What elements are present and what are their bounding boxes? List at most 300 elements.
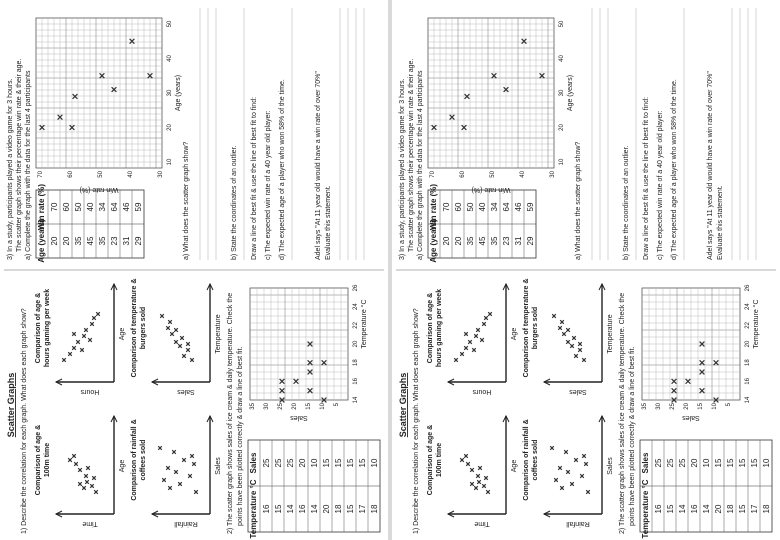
y-tick-label: 60 xyxy=(68,171,74,178)
y-tick-label: 70 xyxy=(38,171,44,178)
plotted-cross xyxy=(460,458,464,462)
y-tick-label: 30 xyxy=(656,403,662,410)
table-cell: 20 xyxy=(454,236,463,246)
graph-title: hours gaming per week xyxy=(44,288,51,368)
plotted-cross xyxy=(550,446,554,450)
table-cell: 15 xyxy=(738,504,747,514)
table-cell: 70 xyxy=(442,202,451,212)
table-header: Sales xyxy=(249,452,258,474)
worksheet-copy-right xyxy=(392,0,780,540)
plotted-cross xyxy=(92,476,96,480)
plotted-cross xyxy=(182,458,186,462)
x-tick-label: 20 xyxy=(559,124,565,131)
y-axis-label: Rainfall xyxy=(566,520,590,527)
q1-scatter-graph xyxy=(523,416,614,527)
x-tick-label: 20 xyxy=(167,124,173,131)
table-cell: 15 xyxy=(714,458,723,468)
y-tick-label: 35 xyxy=(642,403,648,410)
grid-border xyxy=(36,18,162,168)
q3-question: b) State the coordinates of an outlier. xyxy=(623,145,630,260)
table-cell: 15 xyxy=(726,458,735,468)
plotted-cross xyxy=(482,484,486,488)
q3-question: a) What does the scatter graph show? xyxy=(575,141,582,260)
plotted-cross xyxy=(474,486,478,490)
q2-graph-grid xyxy=(642,288,740,400)
table-cell: 31 xyxy=(122,236,131,246)
x-axis-label: Age xyxy=(511,327,518,341)
x-tick-label: 18 xyxy=(745,359,751,367)
table-cell: 16 xyxy=(262,504,271,514)
q1-prompt: 1) Describe the correlation for each graph. What does each graph show? xyxy=(21,308,28,534)
plotted-cross xyxy=(574,354,578,358)
graph-title: 100m time xyxy=(436,442,443,478)
left-panel xyxy=(6,279,380,539)
x-tick-label: 14 xyxy=(353,396,359,404)
plotted-cross xyxy=(482,322,486,326)
plotted-cross xyxy=(180,336,184,340)
plotted-cross xyxy=(477,480,481,484)
x-axis-label: Temperature xyxy=(215,314,222,354)
y-axis-label: Sales xyxy=(177,388,195,395)
q2-prompt: points have been plotted correctly & draw a line of best fit. xyxy=(629,346,636,526)
plotted-cross xyxy=(78,468,82,472)
y-tick-label: 30 xyxy=(158,171,164,178)
y-tick-label: 5 xyxy=(334,403,340,407)
table-cell: 64 xyxy=(110,202,119,212)
y-tick-label: 25 xyxy=(670,403,676,410)
x-axis-label: Age xyxy=(119,327,126,341)
table-cell: 15 xyxy=(346,504,355,514)
q2-data-table xyxy=(248,440,380,539)
plotted-cross xyxy=(586,490,590,494)
table-cell: 34 xyxy=(490,202,499,212)
plotted-cross xyxy=(166,466,170,470)
q3-intro: The scatter graph shows their percentage win rate & their age. xyxy=(408,58,415,252)
plotted-cross xyxy=(186,342,190,346)
q3-graph-grid xyxy=(428,18,554,168)
table-cell: 15 xyxy=(274,504,283,514)
y-tick-label: 70 xyxy=(430,171,436,178)
table-cell: 20 xyxy=(442,236,451,246)
q3-question: Evaluate this statement. xyxy=(717,185,724,260)
table-cell: 35 xyxy=(466,236,475,246)
x-axis-label: Age xyxy=(511,459,518,473)
table-cell: 18 xyxy=(334,504,343,514)
plotted-cross xyxy=(162,478,166,482)
right-panel xyxy=(399,8,756,263)
table-cell: 50 xyxy=(74,202,83,212)
table-cell: 20 xyxy=(50,236,59,246)
right-panel xyxy=(7,8,364,263)
plotted-cross xyxy=(72,454,76,458)
plotted-cross xyxy=(470,468,474,472)
plotted-cross xyxy=(170,332,174,336)
plotted-cross xyxy=(566,328,570,332)
left-panel xyxy=(398,279,772,539)
q1-scatter-graph xyxy=(35,416,126,527)
plotted-cross xyxy=(174,328,178,332)
q1-prompt: 1) Describe the correlation for each graph. What does each graph show? xyxy=(413,308,420,534)
y-tick-label: 40 xyxy=(128,171,134,178)
plotted-cross xyxy=(72,332,76,336)
x-tick-label: 16 xyxy=(745,377,751,385)
q3-question: b) State the coordinates of an outlier. xyxy=(231,145,238,260)
plotted-cross xyxy=(578,342,582,346)
table-cell: 29 xyxy=(134,236,143,246)
x-tick-label: 30 xyxy=(559,89,565,97)
graph-title: Comparison of rainfall & xyxy=(523,419,530,501)
plotted-cross xyxy=(476,474,480,478)
plotted-cross xyxy=(484,476,488,480)
table-header: Temperature °C xyxy=(641,479,650,539)
plotted-cross xyxy=(82,486,86,490)
table-cell: 20 xyxy=(298,458,307,468)
q3-intro: The scatter graph shows their percentage win rate & their age. xyxy=(16,58,23,252)
y-tick-label: 60 xyxy=(460,171,466,178)
q3-question: c) The expected win rate of a 40 year old player: xyxy=(265,110,272,260)
plotted-cross xyxy=(484,316,488,320)
table-cell: 45 xyxy=(86,236,95,246)
q3-question: Draw a line of best fit & use the line of best fit to find: xyxy=(251,96,258,260)
y-tick-label: 15 xyxy=(306,403,312,410)
table-cell: 70 xyxy=(50,202,59,212)
y-tick-label: 50 xyxy=(490,171,496,178)
graph-title: Comparison of rainfall & xyxy=(131,419,138,501)
plotted-cross xyxy=(85,480,89,484)
graph-title: burgers sold xyxy=(532,306,539,350)
plotted-cross xyxy=(174,470,178,474)
x-axis-label: Temperature °C xyxy=(361,299,368,349)
x-tick-label: 50 xyxy=(167,20,173,28)
plotted-cross xyxy=(566,470,570,474)
y-tick-label: 50 xyxy=(98,171,104,178)
worksheet-svg xyxy=(392,0,780,540)
table-cell: 17 xyxy=(358,504,367,514)
y-axis-label: Hours xyxy=(80,388,100,395)
q3-question: Evaluate this statement. xyxy=(325,185,332,260)
graph-title: Comparison of temperature & xyxy=(131,278,138,378)
y-axis-label: Hours xyxy=(472,388,492,395)
table-header: Win rate (%) xyxy=(37,183,46,231)
plotted-cross xyxy=(90,484,94,488)
x-tick-label: 50 xyxy=(559,20,565,28)
plotted-cross xyxy=(572,336,576,340)
plotted-cross xyxy=(90,322,94,326)
table-cell: 46 xyxy=(122,202,131,212)
graph-title: burgers sold xyxy=(140,306,147,350)
plotted-cross xyxy=(464,346,468,350)
plotted-cross xyxy=(454,358,458,362)
plotted-cross xyxy=(574,458,578,462)
graph-title: Comparison of age & xyxy=(427,424,434,496)
plotted-cross xyxy=(566,340,570,344)
plotted-cross xyxy=(72,346,76,350)
q3-question: a) What does the scatter graph show? xyxy=(183,141,190,260)
x-axis-label: Sales xyxy=(215,457,222,475)
table-cell: 14 xyxy=(286,504,295,514)
y-tick-label: 30 xyxy=(264,403,270,410)
graph-title: Comparison of temperature & xyxy=(523,278,530,378)
plotted-cross xyxy=(464,332,468,336)
x-axis-label: Age (years) xyxy=(175,74,182,112)
y-axis-label: Time xyxy=(474,520,490,527)
q3-question: c) The expected win rate of a 40 year old player: xyxy=(657,110,664,260)
y-axis-label: Sales xyxy=(682,414,700,421)
q3-part-a: a) Complete the graph with the data for the last 4 participants xyxy=(25,70,32,260)
table-header: Temperature °C xyxy=(249,479,258,539)
table-cell: 31 xyxy=(514,236,523,246)
x-tick-label: 40 xyxy=(559,55,565,62)
q3-question: Draw a line of best fit & use the line of best fit to find: xyxy=(643,96,650,260)
plotted-cross xyxy=(466,462,470,466)
q2-prompt: points have been plotted correctly & draw a line of best fit. xyxy=(237,346,244,526)
y-tick-label: 15 xyxy=(698,403,704,410)
plotted-cross xyxy=(562,332,566,336)
plotted-cross xyxy=(68,458,72,462)
x-axis-label: Age xyxy=(119,459,126,473)
plotted-cross xyxy=(460,352,464,356)
y-tick-label: 30 xyxy=(550,171,556,178)
plotted-cross xyxy=(96,312,100,316)
q1-scatter-graph xyxy=(523,279,614,395)
x-tick-label: 24 xyxy=(353,303,359,311)
table-cell: 40 xyxy=(478,202,487,212)
table-cell: 50 xyxy=(466,202,475,212)
table-cell: 64 xyxy=(502,202,511,212)
table-cell: 18 xyxy=(762,504,771,514)
table-cell: 14 xyxy=(310,504,319,514)
y-tick-label: 20 xyxy=(684,403,690,410)
table-cell: 40 xyxy=(86,202,95,212)
x-tick-label: 20 xyxy=(745,340,751,348)
y-axis-label: Rainfall xyxy=(174,520,198,527)
plotted-cross xyxy=(84,474,88,478)
worksheet-page xyxy=(392,0,780,540)
plotted-cross xyxy=(476,328,480,332)
table-cell: 29 xyxy=(526,236,535,246)
q3-data-table xyxy=(428,184,536,263)
q2-prompt: 2) The scatter graph shows sales of ice cream & daily temperature. Check the xyxy=(227,292,234,534)
table-cell: 18 xyxy=(726,504,735,514)
table-cell: 60 xyxy=(62,202,71,212)
table-cell: 59 xyxy=(526,202,535,212)
plotted-cross xyxy=(474,334,478,338)
table-cell: 25 xyxy=(654,458,663,468)
table-cell: 15 xyxy=(750,458,759,468)
table-cell: 23 xyxy=(502,236,511,246)
plotted-cross xyxy=(480,338,484,342)
table-cell: 60 xyxy=(454,202,463,212)
plotted-cross xyxy=(470,482,474,486)
x-tick-label: 30 xyxy=(167,89,173,97)
plotted-cross xyxy=(172,450,176,454)
table-cell: 10 xyxy=(762,458,771,468)
worksheet-title: Scatter Graphs xyxy=(398,372,408,438)
plotted-cross xyxy=(560,486,564,490)
q3-intro: 3) In a study, participants played a video game for 3 hours. xyxy=(399,78,406,260)
x-tick-label: 24 xyxy=(745,303,751,311)
y-tick-label: 10 xyxy=(320,403,326,410)
plotted-cross xyxy=(62,358,66,362)
q2-prompt: 2) The scatter graph shows sales of ice cream & daily temperature. Check the xyxy=(619,292,626,534)
y-axis-label: Sales xyxy=(569,388,587,395)
table-cell: 45 xyxy=(478,236,487,246)
graph-title: hours gaming per week xyxy=(436,288,443,368)
plotted-cross xyxy=(558,466,562,470)
y-axis-label: Win rate (%) xyxy=(79,186,119,193)
plotted-cross xyxy=(94,490,98,494)
table-cell: 20 xyxy=(62,236,71,246)
plotted-cross xyxy=(82,334,86,338)
table-cell: 10 xyxy=(310,458,319,468)
plotted-cross xyxy=(68,352,72,356)
plotted-cross xyxy=(486,490,490,494)
x-tick-label: 14 xyxy=(745,396,751,404)
q1-scatter-graph xyxy=(131,279,222,395)
graph-title: coffees sold xyxy=(532,439,539,481)
plotted-cross xyxy=(190,358,194,362)
q3-graph-grid xyxy=(36,18,162,168)
plotted-cross xyxy=(174,340,178,344)
x-axis-label: Temperature xyxy=(607,314,614,354)
plotted-cross xyxy=(186,348,190,352)
table-cell: 15 xyxy=(346,458,355,468)
x-tick-label: 18 xyxy=(353,359,359,367)
table-header: Sales xyxy=(641,452,650,474)
table-cell: 46 xyxy=(514,202,523,212)
plotted-cross xyxy=(182,354,186,358)
graph-title: Comparison of age & xyxy=(427,292,434,364)
x-tick-label: 20 xyxy=(353,340,359,348)
table-cell: 10 xyxy=(702,458,711,468)
table-cell: 25 xyxy=(666,458,675,468)
x-tick-label: 22 xyxy=(353,321,359,329)
table-cell: 20 xyxy=(322,504,331,514)
plotted-cross xyxy=(190,454,194,458)
plotted-cross xyxy=(76,340,80,344)
table-cell: 23 xyxy=(110,236,119,246)
plotted-cross xyxy=(178,482,182,486)
table-cell: 16 xyxy=(690,504,699,514)
plotted-cross xyxy=(464,454,468,458)
q3-part-a: a) Complete the graph with the data for the last 4 participants xyxy=(417,70,424,260)
plotted-cross xyxy=(194,490,198,494)
graph-title: Comparison of age & xyxy=(35,424,42,496)
plotted-cross xyxy=(192,462,196,466)
y-tick-label: 35 xyxy=(250,403,256,410)
worksheet-svg xyxy=(0,0,388,540)
table-cell: 20 xyxy=(714,504,723,514)
plotted-cross xyxy=(178,344,182,348)
plotted-cross xyxy=(160,314,164,318)
table-cell: 15 xyxy=(322,458,331,468)
x-tick-label: 10 xyxy=(167,158,173,166)
table-header: Age (years) xyxy=(37,219,46,263)
y-tick-label: 10 xyxy=(712,403,718,410)
x-axis-label: Sales xyxy=(607,457,614,475)
plotted-cross xyxy=(582,454,586,458)
table-cell: 35 xyxy=(490,236,499,246)
table-cell: 15 xyxy=(358,458,367,468)
plotted-cross xyxy=(578,348,582,352)
x-axis-label: Temperature °C xyxy=(753,299,760,349)
q3-question: d) The expected age of a player who won 58% of the time. xyxy=(279,79,286,260)
plotted-cross xyxy=(570,482,574,486)
y-tick-label: 20 xyxy=(292,403,298,410)
plotted-cross xyxy=(86,466,90,470)
x-tick-label: 16 xyxy=(353,377,359,385)
graph-title: 100m time xyxy=(44,442,51,478)
table-cell: 10 xyxy=(370,458,379,468)
table-cell: 25 xyxy=(274,458,283,468)
plotted-cross xyxy=(554,478,558,482)
plotted-cross xyxy=(84,328,88,332)
q3-question: d) The expected age of a player who won 58% of the time. xyxy=(671,79,678,260)
table-cell: 25 xyxy=(678,458,687,468)
q3-question: Adel says "At 11 year old would have a win rate of over 70%" xyxy=(707,71,714,260)
plotted-cross xyxy=(488,312,492,316)
q1-scatter-graph xyxy=(427,284,518,395)
table-cell: 35 xyxy=(74,236,83,246)
plotted-cross xyxy=(74,462,78,466)
table-cell: 20 xyxy=(690,458,699,468)
y-axis-label: Sales xyxy=(290,414,308,421)
y-tick-label: 40 xyxy=(520,171,526,178)
table-cell: 14 xyxy=(702,504,711,514)
x-tick-label: 26 xyxy=(353,284,359,292)
table-header: Age (years) xyxy=(429,219,438,263)
q3-question: Adel says "At 11 year old would have a win rate of over 70%" xyxy=(315,71,322,260)
table-cell: 16 xyxy=(298,504,307,514)
grid-border xyxy=(428,18,554,168)
graph-title: Comparison of age & xyxy=(35,292,42,364)
x-tick-label: 26 xyxy=(745,284,751,292)
plotted-cross xyxy=(472,348,476,352)
plotted-cross xyxy=(468,340,472,344)
graph-title: coffees sold xyxy=(140,439,147,481)
worksheet-page xyxy=(0,0,388,540)
table-cell: 25 xyxy=(286,458,295,468)
plotted-cross xyxy=(80,348,84,352)
plotted-cross xyxy=(560,320,564,324)
q2-data-table xyxy=(640,440,772,539)
plotted-cross xyxy=(580,474,584,478)
plotted-cross xyxy=(552,314,556,318)
table-cell: 15 xyxy=(334,458,343,468)
plotted-cross xyxy=(168,486,172,490)
plotted-cross xyxy=(558,326,562,330)
table-cell: 34 xyxy=(98,202,107,212)
table-header: Win rate (%) xyxy=(429,183,438,231)
table-cell: 15 xyxy=(738,458,747,468)
worksheet-title: Scatter Graphs xyxy=(6,372,16,438)
x-tick-label: 10 xyxy=(559,158,565,166)
q1-scatter-graph xyxy=(427,416,518,527)
plotted-cross xyxy=(564,450,568,454)
table-cell: 59 xyxy=(134,202,143,212)
x-axis-label: Age (years) xyxy=(567,74,574,112)
y-axis-label: Time xyxy=(82,520,98,527)
table-cell: 16 xyxy=(654,504,663,514)
table-cell: 14 xyxy=(678,504,687,514)
plotted-cross xyxy=(88,338,92,342)
q3-intro: 3) In a study, participants played a video game for 3 hours. xyxy=(7,78,14,260)
table-cell: 35 xyxy=(98,236,107,246)
plotted-cross xyxy=(584,462,588,466)
y-tick-label: 5 xyxy=(726,403,732,407)
plotted-cross xyxy=(478,466,482,470)
table-cell: 17 xyxy=(750,504,759,514)
